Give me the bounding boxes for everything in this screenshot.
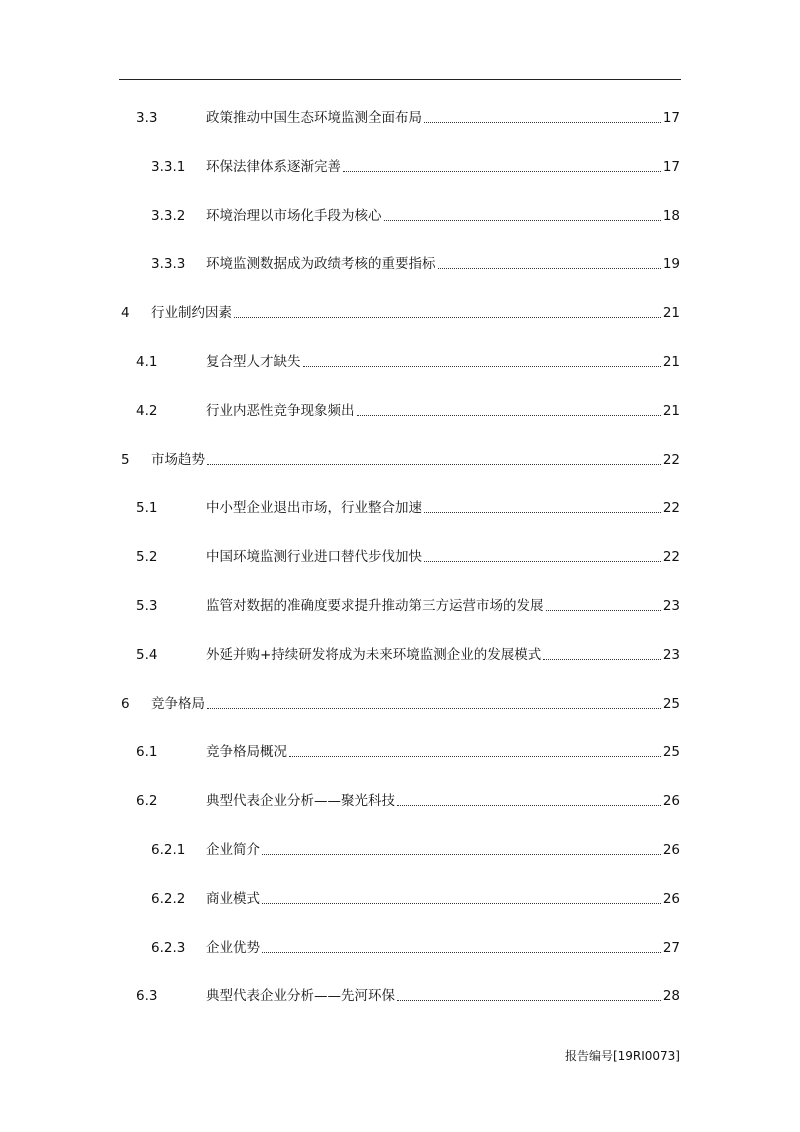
toc-entry-number: 3.3 xyxy=(136,110,158,126)
toc-entry-body xyxy=(206,791,680,811)
toc-dot-leader xyxy=(357,414,661,416)
toc-entry-number: 5.2 xyxy=(136,549,158,566)
toc-dot-leader xyxy=(424,560,661,562)
toc-entry-number: 5.3 xyxy=(136,598,158,614)
toc-entry[interactable] xyxy=(0,254,800,274)
toc-entry[interactable] xyxy=(0,694,800,714)
toc-entry-body xyxy=(151,694,680,714)
toc-entry-body xyxy=(206,157,680,177)
toc-entry[interactable] xyxy=(0,303,800,323)
toc-entry-title: 环境治理以市场化手段为核心 xyxy=(206,207,382,224)
header-rule xyxy=(119,79,681,80)
toc-entry-title: 环保法律体系逐渐完善 xyxy=(206,158,341,175)
toc-entry[interactable] xyxy=(0,401,800,421)
toc-entry-title: 典型代表企业分析——先河环保 xyxy=(206,988,395,1005)
toc-entry-number: 6.2.1 xyxy=(151,842,186,858)
toc-entry-body xyxy=(206,352,680,372)
toc-entry[interactable] xyxy=(0,547,800,567)
toc-entry-body xyxy=(151,450,680,470)
toc-entry-title: 典型代表企业分析——聚光科技 xyxy=(206,793,395,810)
toc-dot-leader xyxy=(397,999,661,1001)
toc-entry-number: 6 xyxy=(121,695,130,712)
toc-entry-page: 25 xyxy=(662,744,680,761)
toc-dot-leader xyxy=(207,463,661,465)
toc-dot-leader xyxy=(543,658,661,660)
toc-entry-number: 6.2.3 xyxy=(151,939,186,956)
toc-entry-body xyxy=(151,303,680,323)
toc-entry-number: 6.2.2 xyxy=(151,890,186,907)
toc-entry-body xyxy=(206,254,680,274)
toc-dot-leader xyxy=(424,511,661,513)
toc-entry[interactable] xyxy=(0,157,800,177)
toc-entry[interactable] xyxy=(0,645,800,665)
toc-entry-number: 6.1 xyxy=(136,744,158,761)
toc-entry-number: 3.3.1 xyxy=(151,158,186,175)
toc-entry-body xyxy=(206,206,680,226)
toc-entry-number: 6.3 xyxy=(136,988,158,1005)
toc-entry-page: 21 xyxy=(662,354,680,370)
toc-entry-number: 5 xyxy=(121,451,130,468)
toc-dot-leader xyxy=(234,316,661,318)
toc-entry-page: 26 xyxy=(662,793,680,810)
toc-entry-page: 27 xyxy=(662,939,680,956)
toc-entry[interactable] xyxy=(0,938,800,958)
toc-dot-leader xyxy=(262,951,661,953)
toc-entry-body xyxy=(206,645,680,665)
toc-entry-page: 26 xyxy=(662,890,680,907)
toc-entry-page: 22 xyxy=(662,500,680,517)
toc-entry[interactable] xyxy=(0,986,800,1006)
toc-entry-title: 中国环境监测行业进口替代步伐加快 xyxy=(206,549,422,566)
toc-entry[interactable] xyxy=(0,498,800,518)
toc-entry-body xyxy=(206,498,680,518)
toc-dot-leader xyxy=(262,853,661,855)
toc-dot-leader xyxy=(438,267,661,269)
toc-dot-leader xyxy=(384,219,661,221)
toc-entry-title: 环境监测数据成为政绩考核的重要指标 xyxy=(206,256,436,273)
toc-entry-title: 企业简介 xyxy=(206,842,260,858)
toc-entry-title: 竞争格局概况 xyxy=(206,744,287,761)
toc-entry-title: 中小型企业退出市场，行业整合加速 xyxy=(206,500,422,517)
toc-entry-body xyxy=(206,596,680,616)
toc-entry-page: 17 xyxy=(662,158,680,175)
toc-entry-page: 26 xyxy=(662,842,680,858)
toc-entry-number: 4 xyxy=(121,305,130,322)
toc-entry-number: 3.3.3 xyxy=(151,256,186,273)
toc-entry-number: 6.2 xyxy=(136,793,158,810)
toc-entry-title: 企业优势 xyxy=(206,939,260,956)
toc-dot-leader xyxy=(397,804,661,806)
toc-entry[interactable] xyxy=(0,742,800,762)
toc-entry-number: 5.1 xyxy=(136,500,158,517)
toc-entry-title: 行业制约因素 xyxy=(151,305,232,322)
toc-entry-page: 21 xyxy=(662,305,680,322)
report-id: 报告编号[19RI0073] xyxy=(564,1049,680,1063)
toc-entry[interactable] xyxy=(0,840,800,860)
toc-entry-title: 监管对数据的准确度要求提升推动第三方运营市场的发展 xyxy=(206,598,544,614)
toc-entry-title: 外延并购+持续研发将成为未来环境监测企业的发展模式 xyxy=(206,646,542,663)
toc-entry[interactable] xyxy=(0,352,800,372)
toc-entry[interactable] xyxy=(0,108,800,128)
toc-entry[interactable] xyxy=(0,206,800,226)
toc-entry-page: 18 xyxy=(662,207,680,224)
toc-entry-page: 19 xyxy=(662,256,680,273)
toc-dot-leader xyxy=(546,609,661,611)
toc-dot-leader xyxy=(303,365,661,367)
toc-entry-page: 22 xyxy=(662,549,680,566)
toc-entry-title: 竞争格局 xyxy=(151,695,205,712)
toc-entry-page: 25 xyxy=(662,695,680,712)
toc-entry[interactable] xyxy=(0,596,800,616)
toc-entry-number: 4.1 xyxy=(136,354,158,370)
toc-entry[interactable] xyxy=(0,889,800,909)
toc-entry[interactable] xyxy=(0,450,800,470)
toc-dot-leader xyxy=(262,902,661,904)
toc-dot-leader xyxy=(207,707,661,709)
toc-entry-title: 复合型人才缺失 xyxy=(206,354,301,370)
toc-entry-page: 22 xyxy=(662,451,680,468)
toc-entry-number: 5.4 xyxy=(136,646,158,663)
toc-dot-leader xyxy=(343,170,661,172)
toc-entry-page: 21 xyxy=(662,402,680,419)
toc-entry-number: 3.3.2 xyxy=(151,207,186,224)
toc-entry-body xyxy=(206,742,680,762)
toc-entry-title: 商业模式 xyxy=(206,890,260,907)
toc-entry-page: 23 xyxy=(662,646,680,663)
toc-entry-title: 市场趋势 xyxy=(151,451,205,468)
toc-entry-page: 23 xyxy=(662,598,680,614)
toc-entry-body xyxy=(206,108,680,128)
toc-entry-body xyxy=(206,986,680,1006)
toc-entry-body xyxy=(206,889,680,909)
toc-dot-leader xyxy=(289,755,661,757)
toc-entry-body xyxy=(206,547,680,567)
toc-entry-page: 17 xyxy=(662,110,680,126)
toc-entry-body xyxy=(206,938,680,958)
toc-entry-page: 28 xyxy=(662,988,680,1005)
toc-entry-title: 政策推动中国生态环境监测全面布局 xyxy=(206,110,422,126)
toc-entry-number: 4.2 xyxy=(136,402,158,419)
toc-dot-leader xyxy=(424,121,661,123)
toc-entry-body xyxy=(206,401,680,421)
toc-entry[interactable] xyxy=(0,791,800,811)
toc-entry-title: 行业内恶性竞争现象频出 xyxy=(206,402,355,419)
toc-entry-body xyxy=(206,840,680,860)
